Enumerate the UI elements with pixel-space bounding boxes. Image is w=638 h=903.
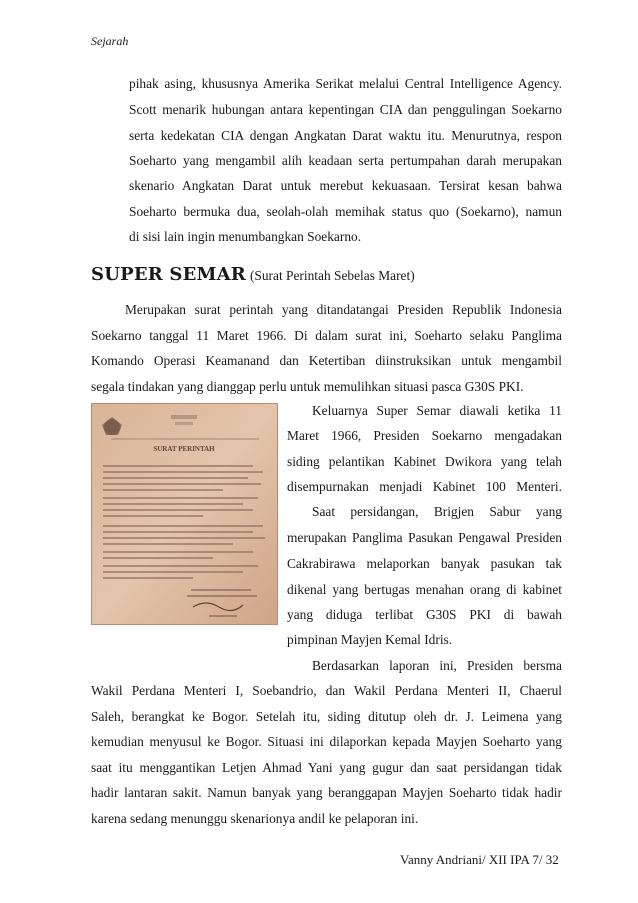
- text-line: Berdasarkan laporan ini, Presiden bersma: [312, 658, 562, 673]
- text-line: Soeharto yang mengambil alih keadaan serta pertumpahan darah merupakan: [129, 153, 562, 168]
- text-line: pimpinan Mayjen Kemal Idris.: [287, 632, 453, 647]
- document-title: SURAT PERINTAH: [153, 445, 215, 453]
- text-line: Wakil Perdana Menteri I, Soebandrio, dan Wakil Perdana Menteri II, Chaerul: [91, 683, 562, 698]
- page-footer: Vanny Andriani/ XII IPA 7/ 32: [400, 852, 559, 867]
- text-line: kemudian menyusul ke Bogor. Situasi ini dilaporkan kepada Mayjen Soeharto yang: [91, 734, 562, 749]
- heading-title: SUPER SEMAR: [91, 264, 246, 285]
- text-line: Saat persidangan, Brigjen Sabur yang: [312, 504, 562, 519]
- section-heading: [91, 264, 415, 285]
- text-line: Cakrabirawa melaporkan banyak pasukan tak: [287, 556, 562, 571]
- super-semar-document-photo: [91, 403, 278, 625]
- page-header-section: Sejarah: [91, 34, 129, 48]
- text-line: pihak asing, khususnya Amerika Serikat melalui Central Intelligence Agency.: [129, 76, 562, 91]
- text-line: disempurnakan menjadi Kabinet 100 Menteri.: [287, 479, 562, 494]
- text-line: Soeharto bermuka dua, seolah-olah memihak status quo (Soekarno), namun: [129, 204, 562, 219]
- text-line: Keluarnya Super Semar diawali ketika 11: [312, 403, 562, 418]
- text-line: hadir lantaran sakit. Namun banyak yang beranggapan Mayjen Soeharto tidak hadir: [91, 785, 562, 800]
- text-line: karena sedang menunggu skenarionya andil ke pelaporan ini.: [91, 811, 419, 826]
- text-line: segala tindakan yang dianggap perlu untuk memulihkan situasi pasca G30S PKI.: [91, 379, 524, 394]
- text-line: Komando Operasi Keamanand dan Ketertiban diinstruksikan untuk mengambil: [91, 353, 562, 368]
- text-line: Maret 1966, Presiden Soekarno mengadakan: [287, 428, 562, 443]
- text-line: yang diduga terlibat G30S PKI di bawah: [287, 607, 562, 622]
- text-line: siding pelantikan Kabinet Dwikora yang telah: [287, 454, 562, 469]
- text-line: serta kedekatan CIA dengan Angkatan Darat waktu itu. Menurutnya, respon: [129, 128, 562, 143]
- text-line: di sisi lain ingin menumbangkan Soekarno.: [129, 229, 362, 244]
- text-line: Merupakan surat perintah yang ditandatangai Presiden Republik Indonesia: [125, 302, 562, 317]
- text-line: merupakan Panglima Pasukan Pengawal Presiden: [287, 530, 562, 545]
- text-line: Saleh, berangkat ke Bogor. Setelah itu, siding ditutup oleh dr. J. Leimena yang: [91, 709, 562, 724]
- heading-subtitle: (Surat Perintah Sebelas Maret): [249, 268, 415, 283]
- text-line: skenario Angkatan Darat untuk merebut kekuasaan. Tersirat kesan bahwa: [129, 178, 562, 193]
- text-line: saat itu menggantikan Letjen Ahmad Yani yang gugur dan saat persidangan tidak: [91, 760, 562, 775]
- text-line: Soekarno tanggal 11 Maret 1966. Di dalam surat ini, Soeharto selaku Panglima: [91, 328, 562, 343]
- text-line: Scott menarik hubungan antara kepentingan CIA dan penggulingan Soekarno: [129, 102, 562, 117]
- text-line: dikenal yang bertugas menahan orang di kabinet: [287, 582, 562, 597]
